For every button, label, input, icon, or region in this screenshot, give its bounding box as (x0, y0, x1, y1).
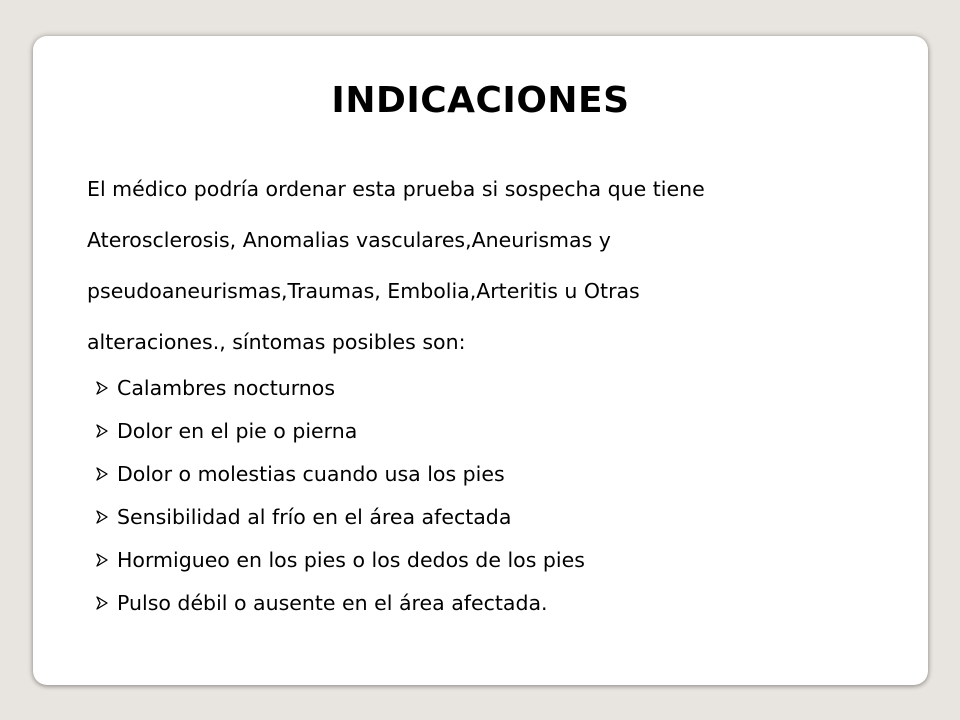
list-item (87, 409, 585, 452)
intro-line: El médico podría ordenar esta prueba si sospecha que tiene (87, 177, 705, 201)
slide-card (33, 36, 928, 685)
arrowhead-bullet-icon (87, 464, 117, 484)
intro-line: alteraciones., síntomas posibles son: (87, 330, 466, 354)
list-item (87, 581, 585, 624)
slide-title: INDICACIONES (331, 80, 630, 121)
list-item (87, 366, 585, 409)
symptom-text: Dolor o molestias cuando usa los pies (117, 461, 505, 486)
list-item (87, 495, 585, 538)
symptom-text: Sensibilidad al frío en el área afectada (117, 504, 512, 529)
arrowhead-bullet-icon (87, 421, 117, 441)
arrowhead-bullet-icon (87, 550, 117, 570)
arrowhead-bullet-icon (87, 507, 117, 527)
list-item (87, 452, 585, 495)
list-item (87, 538, 585, 581)
symptom-text: Pulso débil o ausente en el área afectada. (117, 590, 548, 615)
symptom-text: Calambres nocturnos (117, 375, 336, 400)
arrowhead-bullet-icon (87, 593, 117, 613)
intro-line: pseudoaneurismas,Traumas, Embolia,Arteritis u Otras (87, 279, 640, 303)
symptom-list (87, 366, 585, 624)
arrowhead-bullet-icon (87, 378, 117, 398)
intro-line: Aterosclerosis, Anomalias vasculares,Aneurismas y (87, 228, 611, 252)
intro-paragraph (87, 164, 847, 368)
symptom-text: Hormigueo en los pies o los dedos de los pies (117, 547, 585, 572)
symptom-text: Dolor en el pie o pierna (117, 418, 358, 443)
